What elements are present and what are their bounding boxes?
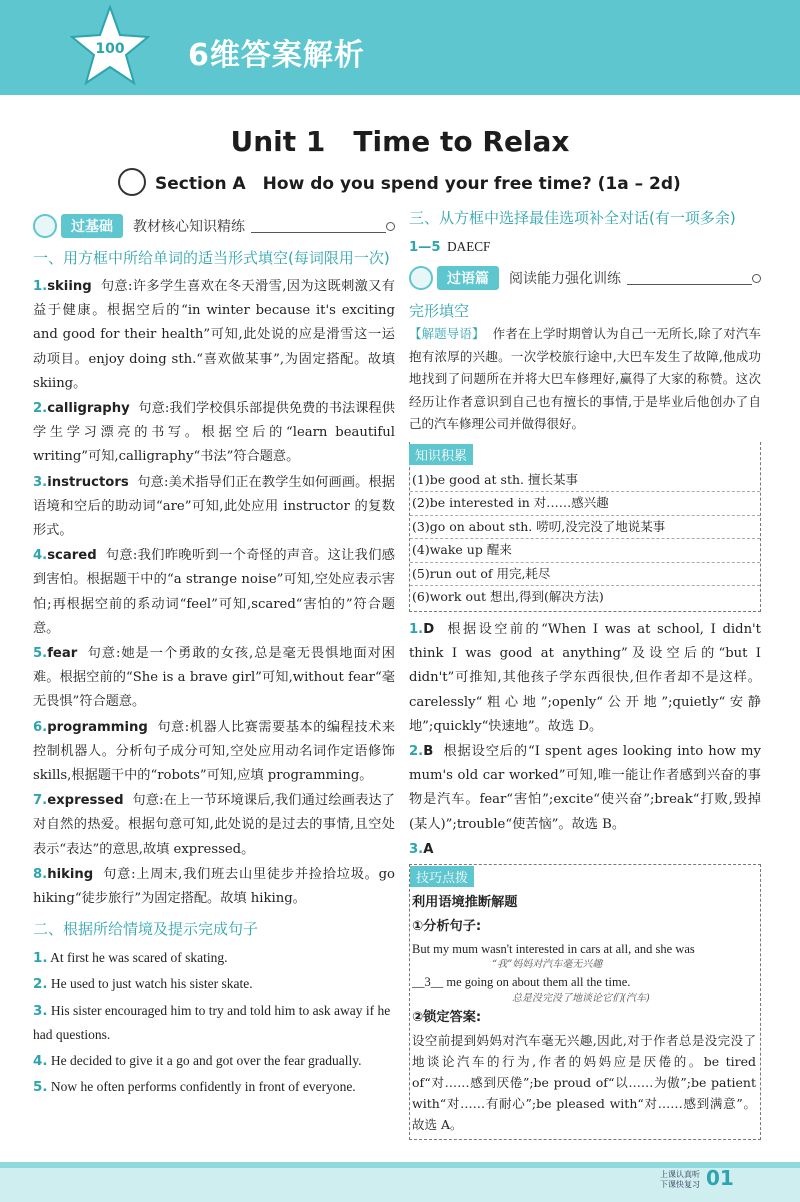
item-number: 5. bbox=[33, 1079, 48, 1096]
basic-tag: 过基础 bbox=[61, 214, 123, 238]
item-text: 句意:机器人比赛需要基本的编程技术来控制机器人。分析句子成分可知,空处应用动名词作定语修饰 skills,根据题干中的“robots”可知,应填 programming。 bbox=[33, 719, 395, 784]
item-text: 根据设空后的“I spent ages looking into how my mum's old car worked”可知,唯一能让作者感到兴奋的事物是汽车。fear“害怕”;excite“使兴奋”;break“打败,毁掉(某人)”;trouble“使苦恼”。故选 B。 bbox=[409, 743, 761, 832]
list-item bbox=[33, 1075, 395, 1099]
tip-title: 利用语境推断解题 bbox=[412, 895, 518, 911]
item-number: 5. bbox=[33, 646, 48, 662]
list-item bbox=[33, 946, 395, 970]
part1-title: 一、用方框中所给单词的适当形式填空(每词限用一次) bbox=[33, 249, 390, 267]
list-item bbox=[409, 838, 761, 862]
tip-step2: ②锁定答案: bbox=[412, 1009, 482, 1025]
knowledge-box bbox=[409, 442, 761, 612]
unit-title: Unit 1 Time to Relax bbox=[230, 125, 570, 158]
guide-tag: 【解题导语】 bbox=[409, 326, 485, 342]
list-item bbox=[33, 275, 395, 396]
item-text: 根据设空前的“When I was at school, I didn't think I was good at anything”及设空后的“but I didn't”可推知,其他孩子学东西很快,但作者却不是这样。carelessly“粗心地”;openly“公开地”;quietly“安静地”;quickly“快速地”。故选 D。 bbox=[409, 621, 761, 734]
list-item: (3)go on about sth. 唠叨,没完没了地说某事 bbox=[410, 516, 760, 540]
footer-slogan-line1: 上课认真听 bbox=[660, 1170, 700, 1179]
part2-list bbox=[33, 946, 395, 1099]
item-answer: programming bbox=[47, 719, 148, 735]
list-item: (6)work out 想出,得到(解决方法) bbox=[412, 589, 604, 605]
item-text: He decided to give it a go and got over the fear gradually. bbox=[50, 1053, 362, 1069]
item-text: He used to just watch his sister skate. bbox=[50, 976, 253, 992]
banner-title: 6维答案解析 bbox=[188, 38, 365, 73]
star-mascot-icon bbox=[70, 5, 150, 87]
list-item: (2)be interested in 对……感兴趣 bbox=[410, 492, 760, 516]
part3-answers bbox=[409, 235, 761, 260]
footer-slogan-line2: 下课快复习 bbox=[660, 1180, 700, 1189]
list-item: (1)be good at sth. 擅长某事 bbox=[410, 469, 760, 493]
item-number: 1. bbox=[33, 279, 48, 294]
section-title: Section A How do you spend your free time? (1a – 2d) bbox=[155, 174, 681, 194]
item-answer: D bbox=[423, 621, 435, 637]
item-number: 3. bbox=[33, 474, 48, 490]
tip-text: 设空前提到妈妈对汽车毫无兴趣,因此,对于作者总是没完没了地谈论汽车的行为,作者的妈妈应是厌倦的。be tired of“对……感到厌倦”;be proud of“以……为傲”;be patient with“对……有耐心”;be pleased with“对……感到满意”。故选 A。 bbox=[412, 1032, 756, 1132]
mascot-icon bbox=[33, 214, 57, 238]
guide-text: 作者在上学时期曾认为自己一无所长,除了对汽车抱有浓厚的兴趣。一次学校旅行途中,大巴车发生了故障,他成功地找到了问题所在并将大巴车修理好,赢得了大家的称赞。这次经历让作者意识到自己也有擅长的事情,于是毕业后他创办了自己的汽车修理公司并做得很好。 bbox=[409, 326, 761, 432]
divider-end-icon bbox=[752, 274, 761, 283]
item-text: 句意:她是一个勇敢的女孩,总是毫无畏惧地面对困难。根据空前的“She is a brave girl”可知,without fear“毫无畏惧”符合题意。 bbox=[33, 646, 395, 710]
item-number: 7. bbox=[33, 793, 48, 809]
basic-header bbox=[33, 212, 395, 240]
item-answer: fear bbox=[47, 646, 78, 662]
knowledge-tag: 知识积累 bbox=[409, 444, 473, 465]
item-number: 4. bbox=[33, 1053, 48, 1070]
item-answer: instructors bbox=[47, 474, 129, 490]
reading-tag: 过语篇 bbox=[437, 266, 499, 290]
page-number: 01 bbox=[706, 1166, 734, 1190]
item-answer: expressed bbox=[47, 793, 124, 809]
list-item bbox=[33, 863, 395, 911]
part2-title: 二、根据所给情境及提示完成句子 bbox=[33, 920, 259, 939]
item-text: 句意:我们昨晚听到一个奇怪的声音。这让我们感到害怕。根据题干中的“a strange noise”可知,空处应表示害怕;再根据空前的系动词“feel”可知,scared“害怕的”符合题意。 bbox=[33, 548, 395, 636]
tip-box bbox=[409, 864, 761, 1140]
item-answer: skiing bbox=[47, 279, 92, 294]
list-item: (5)run out of 用完,耗尽 bbox=[410, 563, 760, 587]
answer-key: DAECF bbox=[447, 239, 491, 254]
item-answer: hiking bbox=[47, 866, 94, 882]
example-note-2: 总是没完没了地谈论它们(汽车) bbox=[512, 992, 650, 1004]
example-sentence-2: __3__ me going on about them all the time. bbox=[412, 974, 631, 989]
item-text: At first he was scared of skating. bbox=[50, 950, 228, 966]
part1-list bbox=[33, 275, 395, 911]
reading-header bbox=[409, 264, 761, 292]
left-column bbox=[33, 212, 395, 1102]
divider-end-icon bbox=[386, 222, 395, 231]
svg-text:100: 100 bbox=[95, 41, 125, 57]
item-text: 句意:美术指导们正在教学生如何画画。根据语境和空后的助动词“are”可知,此处应用 instructor 的复数形式。 bbox=[33, 474, 395, 539]
list-item bbox=[33, 972, 395, 996]
item-answer: scared bbox=[47, 548, 97, 564]
reading-subtitle: 阅读能力强化训练 bbox=[509, 271, 621, 288]
item-text: 句意:在上一节环境课后,我们通过绘画表达了对自然的热爱。根据句意可知,此处说的是过去的事情,且空处表示“表达”的意思,故填 expressed。 bbox=[33, 793, 395, 857]
footer-slogan bbox=[660, 1170, 700, 1190]
item-answer: B bbox=[423, 743, 434, 759]
item-text: 句意:许多学生喜欢在冬天滑雪,因为这既刺激又有益于健康。根据空后的“in winter because it's exciting and good for their health”可知,此处说的应是滑雪这一运动项目。enjoy doing sth.“喜欢做某事”,为固定搭配。故填 skiing。 bbox=[33, 279, 395, 391]
example-sentence-1: But my mum wasn't interested in cars at all, and she was bbox=[412, 941, 695, 956]
list-item bbox=[33, 544, 395, 641]
item-text: His sister encouraged him to try and told him to ask away if he had questions. bbox=[33, 1002, 391, 1042]
guide-paragraph bbox=[409, 323, 761, 436]
list-item bbox=[33, 1049, 395, 1073]
item-number: 1. bbox=[33, 950, 48, 967]
mascot-icon bbox=[409, 266, 433, 290]
item-text: Now he often performs confidently in front of everyone. bbox=[50, 1079, 356, 1095]
item-text: 句意:上周末,我们班去山里徒步并捡拾垃圾。go hiking“徒步旅行”为固定搭配。故填 hiking。 bbox=[33, 866, 395, 907]
list-item bbox=[33, 471, 395, 544]
item-number: 2. bbox=[33, 401, 48, 417]
example-note-1: “我”妈妈对汽车毫无兴趣 bbox=[492, 958, 603, 970]
section-badge-icon bbox=[118, 168, 146, 196]
list-item bbox=[409, 740, 761, 837]
list-item bbox=[33, 999, 395, 1047]
item-answer: calligraphy bbox=[47, 401, 130, 417]
list-item bbox=[33, 716, 395, 789]
basic-subtitle: 教材核心知识精练 bbox=[133, 219, 245, 235]
part3-title: 三、从方框中选择最佳选项补全对话(有一项多余) bbox=[409, 209, 736, 227]
divider bbox=[251, 220, 386, 233]
list-item bbox=[33, 642, 395, 715]
range-label: 1—5 bbox=[409, 240, 441, 255]
item-number: 3. bbox=[33, 1002, 48, 1019]
item-number: 4. bbox=[33, 548, 48, 564]
divider bbox=[627, 272, 752, 285]
right-column bbox=[409, 206, 761, 1140]
item-number: 2. bbox=[33, 976, 48, 993]
item-number: 2. bbox=[409, 743, 424, 759]
list-item bbox=[409, 618, 761, 739]
list-item: (4)wake up 醒来 bbox=[410, 539, 760, 563]
item-number: 3. bbox=[409, 841, 424, 857]
tip-tag: 技巧点拨 bbox=[410, 866, 474, 887]
list-item bbox=[33, 397, 395, 470]
list-item bbox=[33, 789, 395, 862]
cloze-title: 完形填空 bbox=[409, 302, 470, 321]
item-answer: A bbox=[423, 841, 434, 857]
item-number: 8. bbox=[33, 866, 48, 882]
item-text: 句意:我们学校俱乐部提供免费的书法课程供学生学习漂亮的书写。根据空后的“learn beautiful writing”可知,calligraphy“书法”符合题意。 bbox=[33, 401, 395, 465]
tip-step1: ①分析句子: bbox=[412, 919, 482, 935]
item-number: 6. bbox=[33, 719, 48, 735]
item-number: 1. bbox=[409, 621, 424, 637]
